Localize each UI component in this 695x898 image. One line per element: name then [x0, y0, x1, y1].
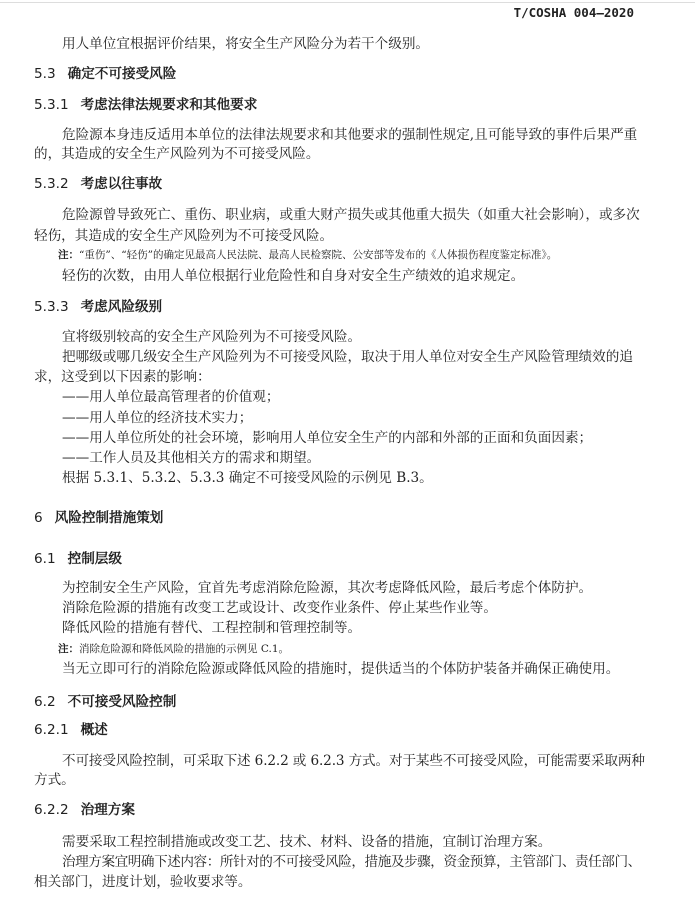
- heading-6-2: [34, 693, 176, 711]
- section-number: 5.3.3: [34, 299, 69, 315]
- paragraph: 求，这受到以下因素的影响：: [34, 369, 211, 385]
- section-number: 5.3.1: [34, 97, 69, 113]
- note-text: “重伤”、“轻伤”的确定见最高人民法院、最高人民检察院、公安部等发布的《人体损伤程度鉴定标准》。: [79, 249, 558, 261]
- section-title: 治理方案: [80, 802, 135, 818]
- paragraph: 需要采取工程控制措施或改变工艺、技术、材料、设备的措施，宜制订治理方案。: [62, 834, 552, 850]
- section-title: 考虑法律法规要求和其他要求: [80, 97, 258, 113]
- section-title: 风险控制措施策划: [54, 510, 164, 526]
- list-item: ——用人单位的经济技术实力；: [62, 410, 253, 426]
- paragraph: 当无立即可行的消除危险源或降低风险的措施时，提供适当的个体防护装备并确保正确使用。: [62, 661, 620, 677]
- heading-5-3-2: [34, 175, 162, 193]
- section-number: 6: [34, 510, 43, 526]
- paragraph: 用人单位宜根据评价结果，将安全生产风险分为若干个级别。: [62, 36, 430, 52]
- paragraph: 方式。: [34, 772, 75, 788]
- section-number: 6.2.1: [34, 722, 69, 738]
- note-label: 注：: [58, 643, 79, 655]
- paragraph: 消除危险源的措施有改变工艺或设计、改变作业条件、停止某些作业等。: [62, 600, 497, 616]
- section-title: 不可接受风险控制: [67, 694, 177, 710]
- paragraph: 治理方案宜明确下述内容：所针对的不可接受风险，措施及步骤，资金预算，主管部门、责任部门、: [62, 854, 641, 870]
- list-item: ——用人单位最高管理者的价值观；: [62, 389, 280, 405]
- document-code: T/COSHA 004—2020: [513, 5, 634, 20]
- section-title: 确定不可接受风险: [67, 66, 177, 82]
- paragraph: 宜将级别较高的安全生产风险列为不可接受风险。: [62, 329, 362, 345]
- section-title: 控制层级: [67, 551, 122, 567]
- section-number: 6.2: [34, 694, 56, 710]
- paragraph: 降低风险的措施有替代、工程控制和管理控制等。: [62, 620, 362, 636]
- section-number: 6.1: [34, 551, 56, 567]
- paragraph: 根据 5.3.1、5.3.2、5.3.3 确定不可接受风险的示例见 B.3。: [62, 470, 433, 486]
- section-title: 概述: [80, 722, 108, 738]
- heading-6-2-2: [34, 801, 135, 819]
- heading-5-3-1: [34, 96, 257, 114]
- heading-6-2-1: [34, 721, 108, 739]
- paragraph: 危险源本身违反适用本单位的法律法规要求和其他要求的强制性规定,且可能导致的事件后果严重: [62, 127, 638, 143]
- paragraph: 轻伤，其造成的安全生产风险列为不可接受风险。: [34, 228, 334, 244]
- paragraph: 把哪级或哪几级安全生产风险列为不可接受风险，取决于用人单位对安全生产风险管理绩效的追: [62, 349, 633, 365]
- note-text: 消除危险源和降低风险的措施的示例见 C.1。: [79, 643, 290, 655]
- heading-5-3: [34, 65, 176, 83]
- paragraph: 的，其造成的安全生产风险列为不可接受风险。: [34, 146, 320, 162]
- paragraph: 相关部门，进度计划，验收要求等。: [34, 874, 252, 890]
- section-title: 考虑以往事故: [80, 176, 163, 192]
- paragraph: 不可接受风险控制，可采取下述 6.2.2 或 6.2.3 方式。对于某些不可接受风险，可能需要采取两种: [62, 753, 645, 769]
- section-number: 6.2.2: [34, 802, 69, 818]
- list-item: ——工作人员及其他相关方的需求和期望。: [62, 450, 321, 466]
- heading-6: [34, 509, 163, 527]
- list-item: ——用人单位所处的社会环境，影响用人单位安全生产的内部和外部的正面和负面因素；: [62, 430, 593, 446]
- top-border: [0, 2, 695, 3]
- paragraph: 为控制安全生产风险，宜首先考虑消除危险源，其次考虑降低风险，最后考虑个体防护。: [62, 580, 593, 596]
- section-number: 5.3.2: [34, 176, 69, 192]
- paragraph: 危险源曾导致死亡、重伤、职业病，或重大财产损失或其他重大损失（如重大社会影响），或多次: [62, 207, 640, 223]
- paragraph: 轻伤的次数，由用人单位根据行业危险性和自身对安全生产绩效的追求规定。: [62, 268, 525, 284]
- section-title: 考虑风险级别: [80, 299, 163, 315]
- heading-5-3-3: [34, 298, 162, 316]
- heading-6-1: [34, 550, 122, 568]
- note-label: 注：: [58, 249, 79, 261]
- note: [58, 642, 289, 656]
- section-number: 5.3: [34, 66, 56, 82]
- note: [58, 248, 557, 262]
